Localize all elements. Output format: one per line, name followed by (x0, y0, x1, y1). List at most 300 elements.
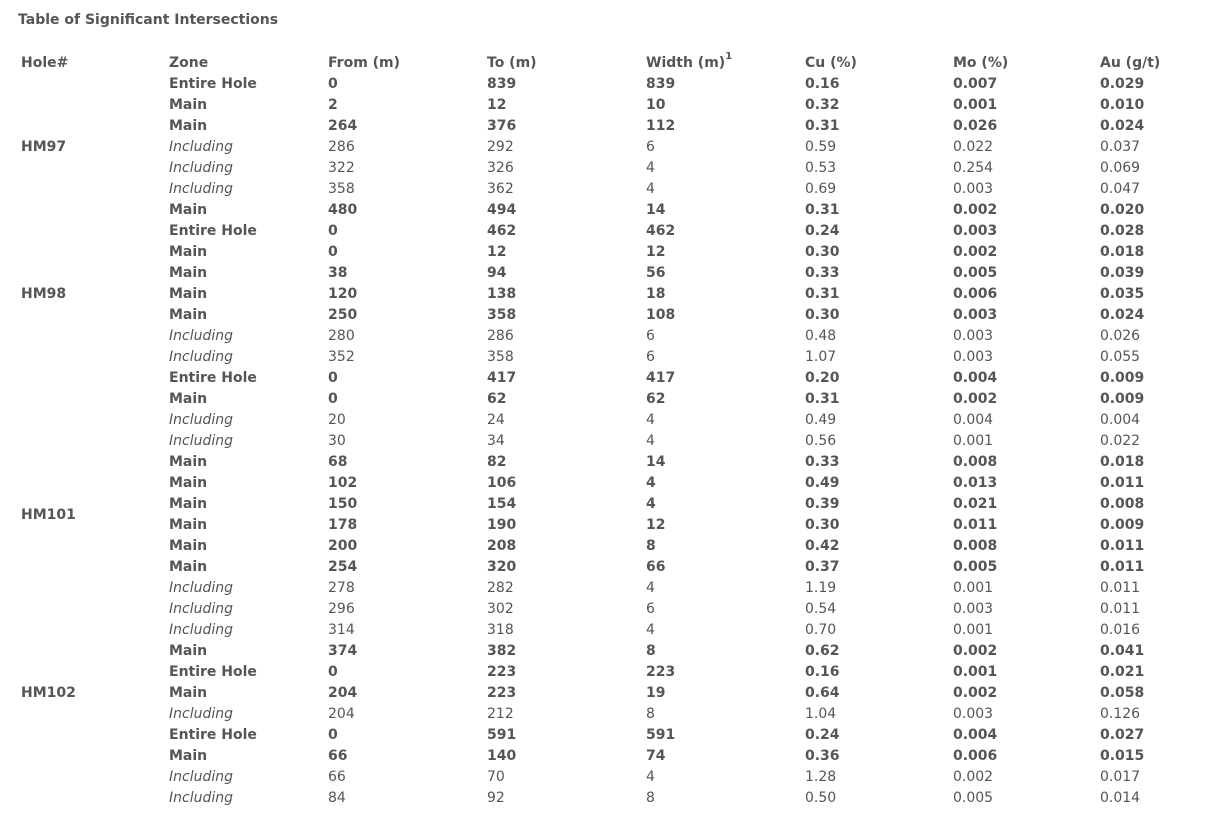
width-cell: 462 (646, 223, 676, 239)
width-cell: 6 (646, 349, 655, 365)
cu-cell: 0.32 (805, 97, 840, 113)
cu-cell: 0.48 (805, 328, 837, 344)
table-row (14, 536, 1198, 557)
zone-cell: Including (169, 601, 233, 617)
table-row (14, 95, 1198, 116)
width-cell: 6 (646, 601, 655, 617)
to-cell: 190 (487, 517, 517, 533)
width-cell: 56 (646, 265, 666, 281)
from-cell: 0 (328, 223, 338, 239)
table-row (14, 179, 1198, 200)
mo-cell: 0.001 (953, 622, 994, 638)
table-row (14, 221, 1198, 242)
cu-cell: 0.16 (805, 664, 840, 680)
from-cell: 2 (328, 97, 338, 113)
to-cell: 462 (487, 223, 517, 239)
table-row (14, 494, 1198, 515)
mo-cell: 0.004 (953, 727, 998, 743)
mo-cell: 0.011 (953, 517, 998, 533)
mo-cell: 0.001 (953, 433, 994, 449)
width-cell: 4 (646, 475, 656, 491)
width-cell: 62 (646, 391, 666, 407)
table-row (14, 662, 1198, 683)
au-cell: 0.026 (1100, 328, 1141, 344)
cu-cell: 0.20 (805, 370, 840, 386)
cu-cell: 0.24 (805, 727, 840, 743)
table-row (14, 641, 1198, 662)
zone-cell: Main (169, 265, 208, 281)
width-cell: 8 (646, 643, 656, 659)
au-cell: 0.021 (1100, 664, 1145, 680)
table-row (14, 305, 1198, 326)
from-cell: 296 (328, 601, 355, 617)
table-row (14, 725, 1198, 746)
table-row (14, 473, 1198, 494)
cu-cell: 1.07 (805, 349, 837, 365)
from-cell: 352 (328, 349, 355, 365)
cu-cell: 0.33 (805, 265, 840, 281)
width-cell: 6 (646, 139, 655, 155)
from-cell: 280 (328, 328, 355, 344)
width-cell: 8 (646, 538, 656, 554)
zone-cell: Main (169, 244, 208, 260)
au-cell: 0.020 (1100, 202, 1145, 218)
au-cell: 0.011 (1100, 538, 1145, 554)
au-cell: 0.018 (1100, 454, 1145, 470)
au-cell: 0.018 (1100, 244, 1145, 260)
au-cell: 0.022 (1100, 433, 1141, 449)
from-cell: 374 (328, 643, 358, 659)
header-hole: Hole# (21, 55, 69, 71)
cu-cell: 1.28 (805, 769, 837, 785)
mo-cell: 0.002 (953, 685, 998, 701)
from-cell: 120 (328, 286, 358, 302)
au-cell: 0.009 (1100, 391, 1145, 407)
au-cell: 0.047 (1100, 181, 1141, 197)
mo-cell: 0.004 (953, 412, 994, 428)
zone-cell: Main (169, 475, 208, 491)
au-cell: 0.011 (1100, 475, 1145, 491)
header-to: To (m) (487, 55, 537, 71)
au-cell: 0.058 (1100, 685, 1145, 701)
width-cell: 74 (646, 748, 666, 764)
mo-cell: 0.002 (953, 643, 998, 659)
to-cell: 292 (487, 139, 514, 155)
au-cell: 0.017 (1100, 769, 1141, 785)
header-row (14, 53, 1198, 74)
au-cell: 0.126 (1100, 706, 1141, 722)
to-cell: 94 (487, 265, 507, 281)
cu-cell: 0.42 (805, 538, 840, 554)
table-title: Table of Significant Intersections (18, 12, 279, 28)
cu-cell: 0.49 (805, 475, 840, 491)
mo-cell: 0.003 (953, 601, 994, 617)
cu-cell: 0.54 (805, 601, 837, 617)
cu-cell: 1.19 (805, 580, 837, 596)
au-cell: 0.009 (1100, 370, 1145, 386)
to-cell: 286 (487, 328, 514, 344)
mo-cell: 0.003 (953, 706, 994, 722)
cu-cell: 0.36 (805, 748, 840, 764)
table-row (14, 200, 1198, 221)
table-row (14, 242, 1198, 263)
table-row (14, 137, 1198, 158)
table-row (14, 389, 1198, 410)
zone-cell: Main (169, 685, 208, 701)
mo-cell: 0.003 (953, 223, 998, 239)
hole-id-cell: HM102 (21, 685, 76, 701)
cu-cell: 0.31 (805, 391, 840, 407)
zone-cell: Entire Hole (169, 370, 257, 386)
width-cell: 417 (646, 370, 676, 386)
from-cell: 314 (328, 622, 355, 638)
table-body (14, 74, 1198, 809)
width-cell: 6 (646, 328, 655, 344)
cu-cell: 0.53 (805, 160, 837, 176)
mo-cell: 0.003 (953, 307, 998, 323)
mo-cell: 0.003 (953, 181, 994, 197)
from-cell: 480 (328, 202, 358, 218)
from-cell: 0 (328, 664, 338, 680)
from-cell: 0 (328, 76, 338, 92)
zone-cell: Entire Hole (169, 664, 257, 680)
to-cell: 358 (487, 307, 517, 323)
from-cell: 278 (328, 580, 355, 596)
to-cell: 92 (487, 790, 505, 806)
width-cell: 591 (646, 727, 676, 743)
zone-cell: Including (169, 160, 233, 176)
au-cell: 0.028 (1100, 223, 1145, 239)
mo-cell: 0.022 (953, 139, 994, 155)
header-width-label: Width (m) (646, 55, 726, 71)
zone-cell: Main (169, 202, 208, 218)
width-cell: 4 (646, 181, 655, 197)
au-cell: 0.016 (1100, 622, 1141, 638)
to-cell: 326 (487, 160, 514, 176)
mo-cell: 0.021 (953, 496, 998, 512)
au-cell: 0.027 (1100, 727, 1145, 743)
width-cell: 14 (646, 454, 666, 470)
from-cell: 66 (328, 748, 348, 764)
au-cell: 0.014 (1100, 790, 1141, 806)
cu-cell: 0.24 (805, 223, 840, 239)
table-row (14, 515, 1198, 536)
from-cell: 30 (328, 433, 346, 449)
to-cell: 154 (487, 496, 517, 512)
mo-cell: 0.006 (953, 748, 998, 764)
to-cell: 302 (487, 601, 514, 617)
mo-cell: 0.004 (953, 370, 998, 386)
table-header (14, 53, 1198, 74)
mo-cell: 0.008 (953, 454, 998, 470)
to-cell: 282 (487, 580, 514, 596)
cu-cell: 0.50 (805, 790, 837, 806)
from-cell: 204 (328, 706, 355, 722)
au-cell: 0.024 (1100, 118, 1145, 134)
cu-cell: 0.30 (805, 517, 840, 533)
from-cell: 254 (328, 559, 358, 575)
au-cell: 0.008 (1100, 496, 1145, 512)
zone-cell: Including (169, 706, 233, 722)
zone-cell: Main (169, 496, 208, 512)
au-cell: 0.035 (1100, 286, 1145, 302)
width-cell: 4 (646, 496, 656, 512)
table-row (14, 116, 1198, 137)
table-row (14, 347, 1198, 368)
au-cell: 0.015 (1100, 748, 1145, 764)
mo-cell: 0.002 (953, 202, 998, 218)
table-row (14, 410, 1198, 431)
au-cell: 0.011 (1100, 580, 1141, 596)
zone-cell: Main (169, 643, 208, 659)
zone-cell: Including (169, 790, 233, 806)
mo-cell: 0.002 (953, 244, 998, 260)
zone-cell: Main (169, 286, 208, 302)
width-cell: 112 (646, 118, 676, 134)
table-row (14, 284, 1198, 305)
table-row (14, 788, 1198, 809)
table-row (14, 704, 1198, 725)
au-cell: 0.029 (1100, 76, 1145, 92)
from-cell: 200 (328, 538, 358, 554)
au-cell: 0.009 (1100, 517, 1145, 533)
from-cell: 264 (328, 118, 358, 134)
to-cell: 34 (487, 433, 505, 449)
from-cell: 286 (328, 139, 355, 155)
from-cell: 204 (328, 685, 358, 701)
mo-cell: 0.002 (953, 391, 998, 407)
zone-cell: Main (169, 97, 208, 113)
footnote-marker: 1 (725, 51, 733, 63)
to-cell: 208 (487, 538, 517, 554)
cu-cell: 0.37 (805, 559, 840, 575)
zone-cell: Main (169, 559, 208, 575)
au-cell: 0.069 (1100, 160, 1141, 176)
zone-cell: Main (169, 307, 208, 323)
hole-id-cell (14, 725, 162, 809)
width-cell: 12 (646, 244, 666, 260)
from-cell: 0 (328, 244, 338, 260)
au-cell: 0.011 (1100, 559, 1145, 575)
to-cell: 417 (487, 370, 517, 386)
zone-cell: Including (169, 139, 233, 155)
au-cell: 0.037 (1100, 139, 1141, 155)
header-mo: Mo (%) (953, 55, 1009, 71)
to-cell: 382 (487, 643, 517, 659)
hole-id-cell: HM98 (21, 286, 67, 302)
from-cell: 38 (328, 265, 348, 281)
mo-cell: 0.254 (953, 160, 994, 176)
zone-cell: Main (169, 517, 208, 533)
from-cell: 150 (328, 496, 358, 512)
width-cell: 4 (646, 622, 655, 638)
cu-cell: 0.64 (805, 685, 840, 701)
mo-cell: 0.005 (953, 265, 998, 281)
cu-cell: 0.30 (805, 307, 840, 323)
cu-cell: 0.56 (805, 433, 837, 449)
zone-cell: Entire Hole (169, 223, 257, 239)
hole-id-cell: HM101 (21, 506, 76, 523)
table-row (14, 431, 1198, 452)
table-row (14, 578, 1198, 599)
table-row (14, 158, 1198, 179)
to-cell: 358 (487, 349, 514, 365)
hole-id-cell: HM97 (21, 139, 67, 155)
to-cell: 24 (487, 412, 505, 428)
from-cell: 178 (328, 517, 358, 533)
width-cell: 12 (646, 517, 666, 533)
cu-cell: 0.62 (805, 643, 840, 659)
table-row (14, 620, 1198, 641)
cu-cell: 0.16 (805, 76, 840, 92)
mo-cell: 0.008 (953, 538, 998, 554)
mo-cell: 0.005 (953, 559, 998, 575)
cu-cell: 0.49 (805, 412, 837, 428)
from-cell: 0 (328, 370, 338, 386)
au-cell: 0.055 (1100, 349, 1141, 365)
mo-cell: 0.013 (953, 475, 998, 491)
width-cell: 8 (646, 790, 655, 806)
zone-cell: Including (169, 622, 233, 638)
width-cell: 66 (646, 559, 666, 575)
au-cell: 0.011 (1100, 601, 1141, 617)
to-cell: 12 (487, 244, 507, 260)
mo-cell: 0.001 (953, 664, 998, 680)
from-cell: 0 (328, 727, 338, 743)
zone-cell: Main (169, 391, 208, 407)
au-cell: 0.024 (1100, 307, 1145, 323)
from-cell: 68 (328, 454, 348, 470)
width-cell: 18 (646, 286, 666, 302)
from-cell: 102 (328, 475, 358, 491)
zone-cell: Main (169, 118, 208, 134)
zone-cell: Main (169, 454, 208, 470)
table-row (14, 746, 1198, 767)
cu-cell: 0.31 (805, 202, 840, 218)
zone-cell: Main (169, 748, 208, 764)
cu-cell: 0.70 (805, 622, 837, 638)
cu-cell: 0.69 (805, 181, 837, 197)
zone-cell: Entire Hole (169, 76, 257, 92)
zone-cell: Including (169, 181, 233, 197)
au-cell: 0.039 (1100, 265, 1145, 281)
table-row (14, 767, 1198, 788)
mo-cell: 0.002 (953, 769, 994, 785)
width-cell: 4 (646, 769, 655, 785)
width-cell: 108 (646, 307, 676, 323)
mo-cell: 0.007 (953, 76, 998, 92)
header-zone: Zone (169, 55, 209, 71)
from-cell: 66 (328, 769, 346, 785)
width-cell: 4 (646, 160, 655, 176)
table-row (14, 452, 1198, 473)
to-cell: 223 (487, 685, 517, 701)
from-cell: 20 (328, 412, 346, 428)
from-cell: 84 (328, 790, 346, 806)
zone-cell: Including (169, 769, 233, 785)
cu-cell: 0.39 (805, 496, 840, 512)
zone-cell: Including (169, 349, 233, 365)
table-row (14, 326, 1198, 347)
width-cell: 10 (646, 97, 666, 113)
zone-cell: Including (169, 580, 233, 596)
cu-cell: 0.33 (805, 454, 840, 470)
intersections-table (14, 53, 1198, 809)
to-cell: 318 (487, 622, 514, 638)
from-cell: 0 (328, 391, 338, 407)
from-cell: 250 (328, 307, 358, 323)
au-cell: 0.004 (1100, 412, 1141, 428)
table-row (14, 683, 1198, 704)
to-cell: 494 (487, 202, 517, 218)
mo-cell: 0.003 (953, 349, 994, 365)
zone-cell: Main (169, 538, 208, 554)
to-cell: 591 (487, 727, 517, 743)
cu-cell: 0.31 (805, 118, 840, 134)
mo-cell: 0.006 (953, 286, 998, 302)
width-cell: 19 (646, 685, 666, 701)
cu-cell: 0.31 (805, 286, 840, 302)
width-cell: 223 (646, 664, 676, 680)
to-cell: 212 (487, 706, 514, 722)
au-cell: 0.010 (1100, 97, 1145, 113)
to-cell: 82 (487, 454, 507, 470)
to-cell: 320 (487, 559, 517, 575)
table-row (14, 74, 1198, 95)
au-cell: 0.041 (1100, 643, 1145, 659)
table-row (14, 263, 1198, 284)
width-cell: 14 (646, 202, 666, 218)
cu-cell: 1.04 (805, 706, 837, 722)
table-row (14, 599, 1198, 620)
to-cell: 839 (487, 76, 517, 92)
header-cu: Cu (%) (805, 55, 857, 71)
zone-cell: Including (169, 412, 233, 428)
to-cell: 70 (487, 769, 505, 785)
to-cell: 376 (487, 118, 517, 134)
cu-cell: 0.30 (805, 244, 840, 260)
to-cell: 62 (487, 391, 507, 407)
table-row (14, 368, 1198, 389)
mo-cell: 0.005 (953, 790, 994, 806)
to-cell: 106 (487, 475, 517, 491)
from-cell: 322 (328, 160, 355, 176)
to-cell: 223 (487, 664, 517, 680)
zone-cell: Including (169, 328, 233, 344)
width-cell: 839 (646, 76, 676, 92)
header-width (639, 53, 798, 74)
zone-cell: Entire Hole (169, 727, 257, 743)
width-cell: 8 (646, 706, 655, 722)
header-from: From (m) (328, 55, 401, 71)
table-row (14, 557, 1198, 578)
width-cell: 4 (646, 412, 655, 428)
to-cell: 12 (487, 97, 507, 113)
mo-cell: 0.003 (953, 328, 994, 344)
to-cell: 140 (487, 748, 517, 764)
width-cell: 4 (646, 580, 655, 596)
to-cell: 362 (487, 181, 514, 197)
zone-cell: Including (169, 433, 233, 449)
cu-cell: 0.59 (805, 139, 837, 155)
mo-cell: 0.026 (953, 118, 998, 134)
to-cell: 138 (487, 286, 517, 302)
header-au: Au (g/t) (1100, 55, 1161, 71)
from-cell: 358 (328, 181, 355, 197)
mo-cell: 0.001 (953, 580, 994, 596)
mo-cell: 0.001 (953, 97, 998, 113)
width-cell: 4 (646, 433, 655, 449)
